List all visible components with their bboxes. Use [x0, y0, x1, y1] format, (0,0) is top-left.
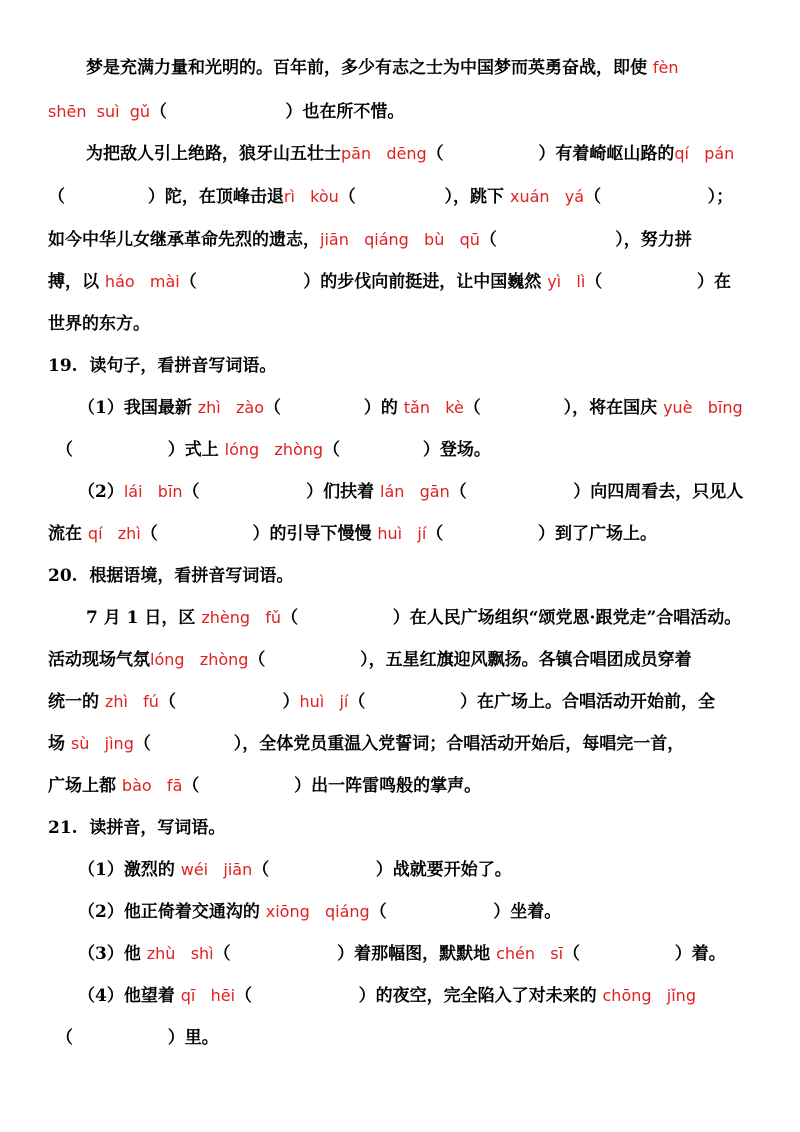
- pinyin-prompt: huì jí: [377, 524, 427, 543]
- text-line: [86, 56, 800, 80]
- text-segment: （ ）在人民广场组织“颂党恩·跟党走”合唱活动。: [281, 608, 742, 628]
- text-line: [78, 984, 800, 1008]
- text-line: [86, 142, 800, 166]
- text-segment: 7 月 1 日，区: [86, 608, 202, 628]
- text-segment: （ ）登场。: [323, 440, 491, 460]
- text-segment: 如今中华儿女继承革命先烈的遗志，: [48, 230, 320, 250]
- pinyin-prompt: zhèng fǔ: [201, 608, 282, 627]
- text-segment: 为把敌人引上绝路，狼牙山五壮士: [86, 144, 341, 164]
- pinyin-prompt: lái bīn: [123, 482, 183, 501]
- text-line: [56, 438, 800, 462]
- text-line: [48, 354, 800, 378]
- pinyin-prompt: huì jí: [299, 692, 349, 711]
- pinyin-prompt: fèn: [652, 58, 679, 77]
- text-line: [78, 396, 800, 420]
- text-segment: 广场上都: [48, 776, 122, 796]
- pinyin-prompt: xiōng qiáng: [265, 902, 370, 921]
- text-line: [48, 312, 800, 336]
- text-line: [78, 480, 800, 504]
- pinyin-prompt: zhì zào: [197, 398, 264, 417]
- text-line: [48, 564, 800, 588]
- text-segment: （ ）坐着。: [369, 902, 562, 922]
- pinyin-prompt: lóng zhòng: [224, 440, 324, 459]
- text-line: [78, 942, 800, 966]
- pinyin-prompt: chén sī: [496, 944, 564, 963]
- pinyin-prompt: háo mài: [104, 272, 180, 291]
- text-segment: （ ）战就要开始了。: [252, 860, 512, 880]
- text-segment: （ ）有着崎岖山路的: [426, 144, 675, 164]
- text-segment: 19. 读句子，看拼音写词语。: [48, 356, 277, 376]
- pinyin-prompt: qī hēi: [180, 986, 236, 1005]
- text-segment: 世界的东方。: [48, 314, 150, 334]
- text-segment: （ ）也在所不惜。: [150, 102, 405, 122]
- text-line: [86, 606, 800, 630]
- text-segment: 21. 读拼音，写词语。: [48, 818, 226, 838]
- text-line: [48, 185, 800, 209]
- text-segment: （ ）: [158, 692, 300, 712]
- text-segment: （ ）的夜空，完全陷入了对未来的: [235, 986, 603, 1006]
- text-segment: 梦是充满力量和光明的。百年前，多少有志之士为中国梦而英勇奋战，即使: [86, 58, 653, 78]
- pinyin-prompt: yì lì: [547, 272, 586, 291]
- text-segment: 活动现场气氛: [48, 650, 150, 670]
- text-segment: 20. 根据语境，看拼音写词语。: [48, 566, 294, 586]
- pinyin-prompt: lóng zhòng: [150, 650, 249, 669]
- text-segment: （3）他: [78, 944, 147, 964]
- text-segment: （ ），全体党员重温入党誓词；合唱活动开始后，每唱完一首，: [133, 734, 685, 754]
- pinyin-prompt: yuè bīng: [663, 398, 743, 417]
- text-line: [48, 228, 800, 252]
- text-segment: （ ）的引导下慢慢: [140, 524, 378, 544]
- pinyin-prompt: wéi jiān: [180, 860, 253, 879]
- text-segment: （ ）在广场上。合唱活动开始前，全: [348, 692, 716, 712]
- pinyin-prompt: bào fā: [121, 776, 183, 795]
- text-segment: （ ）们扶着: [182, 482, 380, 502]
- pinyin-prompt: chōng jǐng: [602, 986, 696, 1005]
- text-segment: （1）激烈的: [78, 860, 181, 880]
- text-segment: （ ）的: [263, 398, 404, 418]
- text-segment: （ ），跳下: [338, 187, 510, 207]
- text-segment: （ ），将在国庆: [463, 398, 664, 418]
- pinyin-prompt: shēn suì gǔ: [48, 102, 151, 121]
- pinyin-prompt: rì kòu: [283, 187, 339, 206]
- text-segment: （ ）的步伐向前挺进，让中国巍然: [179, 272, 548, 292]
- text-segment: （ ）；: [584, 187, 734, 207]
- text-line: [78, 900, 800, 924]
- text-segment: （ ），五星红旗迎风飘扬。各镇合唱团成员穿着: [248, 650, 692, 670]
- text-line: [48, 732, 800, 756]
- text-segment: 统一的: [48, 692, 105, 712]
- text-segment: （1）我国最新: [78, 398, 198, 418]
- pinyin-prompt: pān dēng: [341, 144, 427, 163]
- text-segment: （ ）式上: [56, 440, 225, 460]
- text-segment: （ ）向四周看去，只见人: [449, 482, 744, 502]
- text-segment: （ ）里。: [56, 1028, 219, 1048]
- pinyin-prompt: zhù shì: [146, 944, 214, 963]
- text-segment: （ ）陀，在顶峰击退: [48, 187, 284, 207]
- text-line: [48, 816, 800, 840]
- pinyin-prompt: zhì fú: [104, 692, 159, 711]
- text-line: [48, 690, 800, 714]
- text-segment: （ ）到了广场上。: [426, 524, 657, 544]
- text-segment: （ ）在: [585, 272, 731, 292]
- text-segment: 场: [48, 734, 71, 754]
- text-segment: （2）: [78, 482, 124, 502]
- text-line: [48, 270, 800, 294]
- text-segment: （ ），努力拼: [479, 230, 692, 250]
- pinyin-prompt: qí pán: [674, 144, 735, 163]
- text-line: [78, 858, 800, 882]
- pinyin-prompt: tǎn kè: [403, 398, 464, 417]
- text-segment: （ ）着。: [563, 944, 726, 964]
- pinyin-prompt: sù jìng: [70, 734, 134, 753]
- text-segment: 流在: [48, 524, 88, 544]
- pinyin-prompt: jiān qiáng bù qū: [320, 230, 480, 249]
- text-segment: （ ）出一阵雷鸣般的掌声。: [182, 776, 482, 796]
- pinyin-prompt: qí zhì: [87, 524, 141, 543]
- text-line: [48, 522, 800, 546]
- text-line: [48, 100, 800, 124]
- text-segment: （4）他望着: [78, 986, 181, 1006]
- text-segment: （ ）着那幅图，默默地: [213, 944, 497, 964]
- pinyin-prompt: xuán yá: [509, 187, 585, 206]
- text-line: [48, 648, 800, 672]
- pinyin-prompt: lán gān: [380, 482, 450, 501]
- text-line: [48, 774, 800, 798]
- text-segment: 搏，以: [48, 272, 105, 292]
- text-segment: （2）他正倚着交通沟的: [78, 902, 266, 922]
- text-line: [56, 1026, 800, 1050]
